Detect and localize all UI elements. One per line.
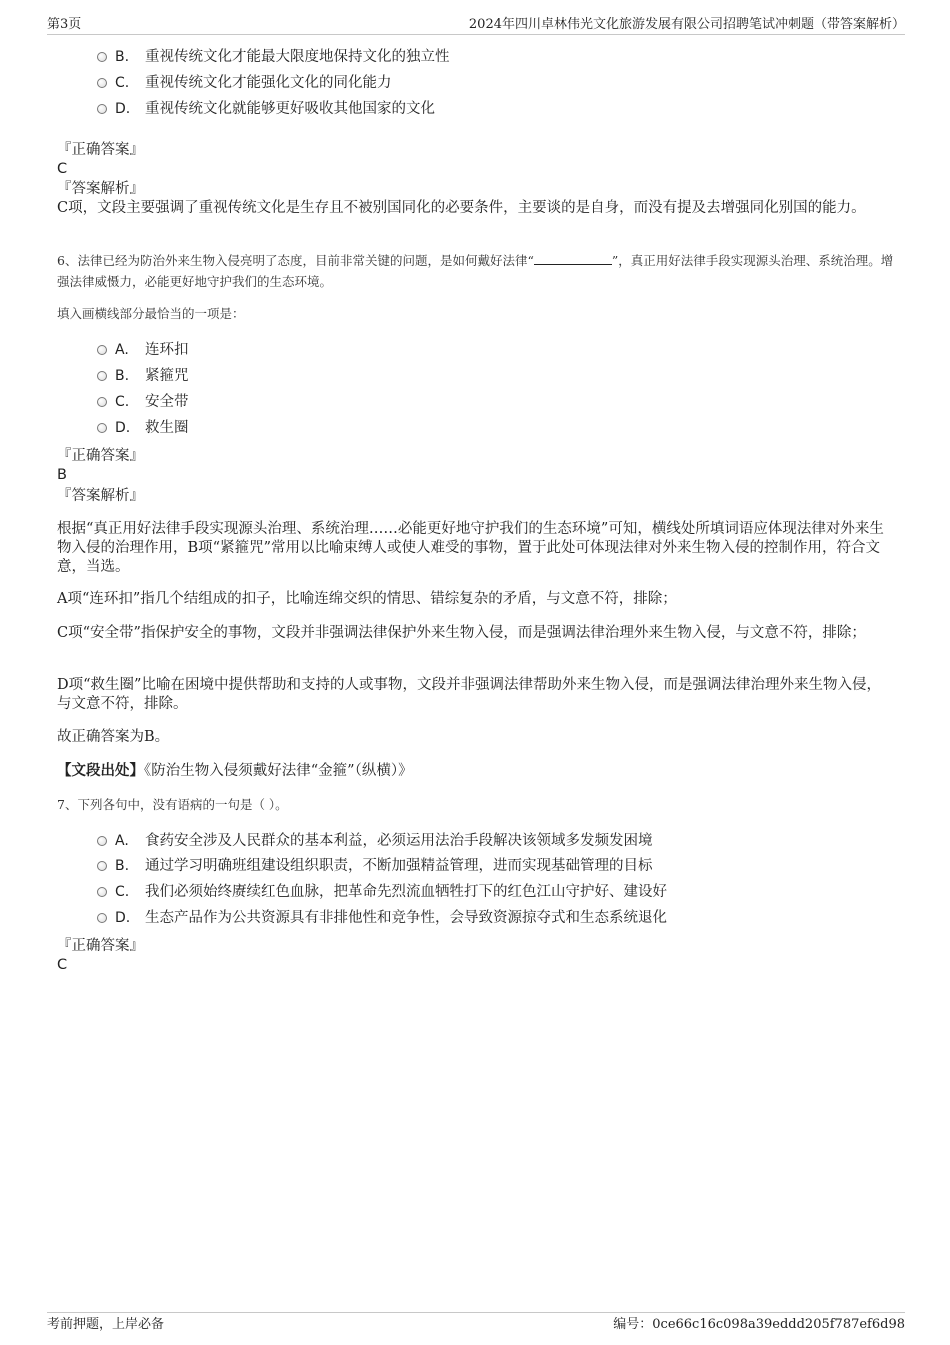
option-letter: D. <box>115 101 131 117</box>
option-text: 紧箍咒 <box>145 368 189 384</box>
option-letter: B. <box>115 858 130 874</box>
option-letter: C. <box>115 75 130 91</box>
option-row[interactable] <box>97 855 653 877</box>
option-row[interactable] <box>97 417 189 439</box>
page-footer <box>47 1312 905 1337</box>
analysis-text: C项，文段主要强调了重视传统文化是生存且不被别国同化的必要条件，主要谈的是自身，而没有提及去增强同化别国的能力。 <box>57 200 866 216</box>
question-prompt: 填入画横线部分最恰当的一项是： <box>57 306 245 321</box>
option-letter: D. <box>115 420 131 436</box>
radio-icon[interactable] <box>97 78 107 88</box>
source-label: 【文段出处】 <box>57 762 144 779</box>
radio-icon[interactable] <box>97 371 107 381</box>
option-text: 救生圈 <box>145 420 189 436</box>
radio-icon[interactable] <box>97 52 107 62</box>
radio-icon[interactable] <box>97 887 107 897</box>
option-row[interactable] <box>97 72 392 94</box>
option-row[interactable] <box>97 365 189 387</box>
correct-answer-label: 『正确答案』 <box>57 142 144 158</box>
analysis-paragraph: C项“安全带”指保护安全的事物，文段并非强调法律保护外来生物入侵，而是强调法律治理外来生物入侵，与文意不符，排除； <box>57 625 866 641</box>
option-letter: B. <box>115 368 130 384</box>
option-text: 安全带 <box>145 394 189 410</box>
correct-answer: C <box>57 957 68 973</box>
option-row[interactable] <box>97 391 189 413</box>
option-letter: D. <box>115 910 131 926</box>
analysis-label: 『答案解析』 <box>57 181 144 197</box>
option-letter: A. <box>115 833 129 849</box>
analysis-label: 『答案解析』 <box>57 488 144 504</box>
analysis-paragraph: 故正确答案为B。 <box>57 729 170 745</box>
page-header <box>47 14 905 35</box>
option-letter: C. <box>115 884 130 900</box>
stem-before: 6、法律已经为防治外来生物入侵亮明了态度，目前非常关键的问题，是如何戴好法律“ <box>57 253 534 268</box>
option-letter: A. <box>115 342 129 358</box>
document-title: 2024年四川卓林伟光文化旅游发展有限公司招聘笔试冲刺题（带答案解析） <box>468 17 905 32</box>
option-letter: C. <box>115 394 130 410</box>
option-letter: B. <box>115 49 130 65</box>
page-number: 第3页 <box>47 17 82 32</box>
fill-blank <box>534 252 612 265</box>
question-stem: 7、下列各句中，没有语病的一句是（ ）。 <box>57 797 288 812</box>
correct-answer-label: 『正确答案』 <box>57 938 144 954</box>
source-citation <box>57 761 413 781</box>
source-text: 《防治生物入侵须戴好法律“金箍”（纵横）》 <box>144 763 413 779</box>
option-text: 连环扣 <box>145 342 189 358</box>
footer-slogan: 考前押题，上岸必备 <box>47 1317 165 1332</box>
radio-icon[interactable] <box>97 345 107 355</box>
radio-icon[interactable] <box>97 397 107 407</box>
radio-icon[interactable] <box>97 836 107 846</box>
option-text: 重视传统文化才能最大限度地保持文化的独立性 <box>145 49 450 65</box>
radio-icon[interactable] <box>97 423 107 433</box>
correct-answer: C <box>57 161 68 177</box>
document-code: 编号：0ce66c16c098a39eddd205f787ef6d98 <box>613 1317 905 1332</box>
correct-answer: B <box>57 467 67 483</box>
option-text: 重视传统文化才能强化文化的同化能力 <box>145 75 392 91</box>
radio-icon[interactable] <box>97 861 107 871</box>
correct-answer-label: 『正确答案』 <box>57 448 144 464</box>
option-text: 生态产品作为公共资源具有非排他性和竞争性，会导致资源掠夺式和生态系统退化 <box>145 910 667 926</box>
option-row[interactable] <box>97 881 667 903</box>
option-text: 重视传统文化就能够更好吸收其他国家的文化 <box>145 101 435 117</box>
analysis-paragraph: D项“救生圈”比喻在困境中提供帮助和支持的人或事物，文段并非强调法律帮助外来生物入侵，而是强调法律治理外来生物入侵，与文意不符，排除。 <box>57 677 881 712</box>
stem-after: ”，真正用好法律手段实现源头治理、系统治理。增强法律威慑力，必能更好地守护我们的生态环境。 <box>57 253 894 289</box>
option-row[interactable] <box>97 339 189 361</box>
radio-icon[interactable] <box>97 104 107 114</box>
analysis-paragraph: 根据“真正用好法律手段实现源头治理、系统治理……必能更好地守护我们的生态环境”可知，横线处所填词语应体现法律对外来生物入侵的治理作用，B项“紧箍咒”常用以比喻束缚人或使人难受的事物，置于此处可体现法律对外来生物入侵的控制作用，符合文意，当选。 <box>57 521 884 575</box>
option-row[interactable] <box>97 98 435 120</box>
option-text: 通过学习明确班组建设组织职责，不断加强精益管理，进而实现基础管理的目标 <box>145 858 653 874</box>
analysis-paragraph: A项“连环扣”指几个结组成的扣子，比喻连绵交织的情思、错综复杂的矛盾，与文意不符，排除； <box>57 591 677 607</box>
option-row[interactable] <box>97 907 667 929</box>
option-row[interactable] <box>97 830 653 852</box>
option-text: 食药安全涉及人民群众的基本利益，必须运用法治手段解决该领域多发频发困境 <box>145 833 653 849</box>
option-text: 我们必须始终赓续红色血脉，把革命先烈流血牺牲打下的红色江山守护好、建设好 <box>145 884 667 900</box>
question-stem <box>57 250 902 292</box>
radio-icon[interactable] <box>97 913 107 923</box>
option-row[interactable] <box>97 46 450 68</box>
